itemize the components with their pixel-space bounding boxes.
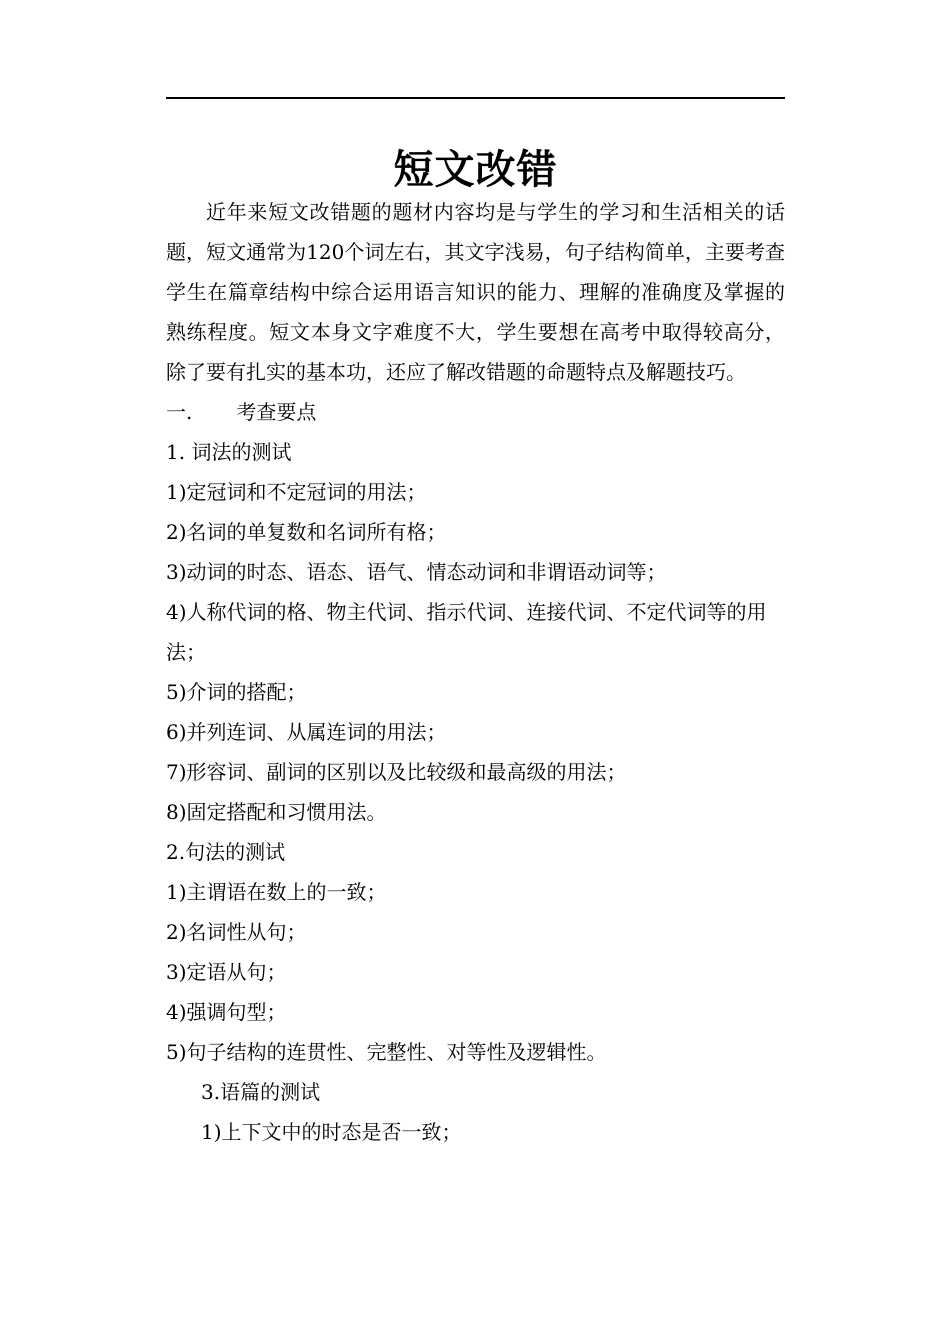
part2-item: 5)句子结构的连贯性、完整性、对等性及逻辑性。 bbox=[166, 1040, 607, 1064]
header-rule bbox=[166, 97, 785, 99]
part2-item: 3)定语从句； bbox=[166, 960, 287, 984]
section-heading bbox=[166, 392, 785, 432]
part1-item: 5)介词的搭配； bbox=[166, 680, 307, 704]
part1-item: 6)并列连词、从属连词的用法； bbox=[166, 720, 447, 744]
document-body bbox=[166, 192, 785, 1152]
intro-paragraph: 近年来短文改错题的题材内容均是与学生的学习和生活相关的话题，短文通常为120个词左右，其文字浅易，句子结构简单，主要考查学生在篇章结构中综合运用语言知识的能力、理解的准确度及掌握的熟练程度。短文本身文字难度不大，学生要想在高考中取得较高分，除了要有扎实的基本功，还应了解改错题的命题特点及解题技巧。 bbox=[166, 200, 785, 384]
part2-item: 2)名词性从句； bbox=[166, 920, 307, 944]
part3-heading: 3.语篇的测试 bbox=[201, 1080, 321, 1104]
part1-item: 8)固定搭配和习惯用法。 bbox=[166, 800, 387, 824]
part2-item: 4)强调句型； bbox=[166, 1000, 287, 1024]
section-title: 考查要点 bbox=[236, 400, 317, 424]
part2-item: 1)主谓语在数上的一致； bbox=[166, 880, 387, 904]
part1-heading: 1. 词法的测试 bbox=[166, 440, 292, 464]
part1-item: 1)定冠词和不定冠词的用法； bbox=[166, 480, 427, 504]
section-number: 一. bbox=[166, 400, 193, 424]
document-title: 短文改错 bbox=[393, 147, 558, 193]
part1-item: 2)名词的单复数和名词所有格； bbox=[166, 520, 447, 544]
part1-item: 4)人称代词的格、物主代词、指示代词、连接代词、不定代词等的用法； bbox=[166, 600, 767, 664]
part1-item: 3)动词的时态、语态、语气、情态动词和非谓语动词等； bbox=[166, 560, 667, 584]
part2-heading: 2.句法的测试 bbox=[166, 840, 286, 864]
part1-item: 7)形容词、副词的区别以及比较级和最高级的用法； bbox=[166, 760, 627, 784]
part3-item: 1)上下文中的时态是否一致； bbox=[201, 1120, 462, 1144]
